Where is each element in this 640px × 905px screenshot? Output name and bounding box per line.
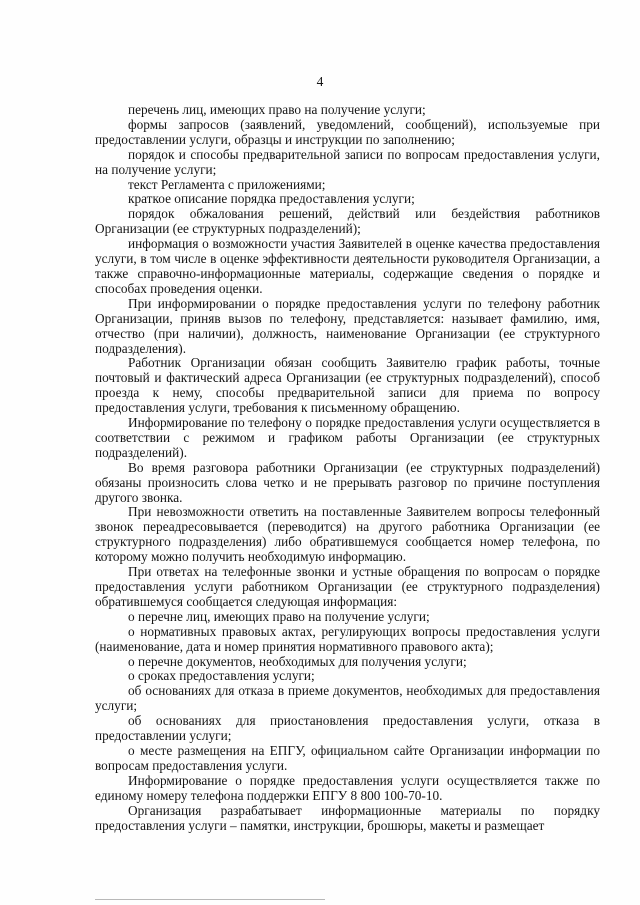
paragraph: Работник Организации обязан сообщить Заявителю график работы, точные почтовый и фактический адреса Организации (ее структурных подразделений), способ проезда к нему, способы предварительной записи для приема по вопросу предоставления услуги, требования к письменному обращению.: [95, 355, 600, 416]
paragraph: Информирование по телефону о порядке предоставления услуги осуществляется в соответствии с режимом и графиком работы Организации (ее структурных подразделений).: [95, 415, 600, 460]
paragraph: Информирование о порядке предоставления услуги осуществляется также по единому номеру телефона поддержки ЕПГУ 8 800 100-70-10.: [95, 772, 600, 803]
paragraph: информация о возможности участия Заявителей в оценке качества предоставления услуги, в том числе в оценке эффективности деятельности руководителя Организации, а также справочно-информационные материалы, содержащие сведения о порядке и способах проведения оценки.: [95, 236, 600, 296]
list-item: о нормативных правовых актах, регулирующих вопросы предоставления услуги (наименование, дата и номер принятия нормативного правового акта);: [95, 623, 600, 654]
footer-divider: [95, 899, 325, 900]
list-item: о месте размещения на ЕПГУ, официальном сайте Организации информации по вопросам предоставления услуги.: [95, 742, 600, 773]
list-item: о перечне документов, необходимых для получения услуги;: [128, 653, 467, 669]
paragraph: Организация разрабатывает информационные материалы по порядку предоставления услуги – памятки, инструкции, брошюры, макеты и размещает: [95, 802, 600, 833]
paragraph: При невозможности ответить на поставленные Заявителем вопросы телефонный звонок переадресовывается (переводится) на другого работника Организации (ее структурного подразделения) либо обратившемуся сообщается номер телефона, по которому можно получить необходимую информацию.: [95, 504, 600, 565]
page-number: 4: [316, 74, 324, 89]
list-item: о сроках предоставления услуги;: [128, 668, 315, 684]
list-item: об основаниях для отказа в приеме документов, необходимых для предоставления услуги;: [95, 683, 600, 714]
paragraph: порядок и способы предварительной записи по вопросам предоставления услуги, на получение услуги;: [95, 146, 600, 177]
paragraph: формы запросов (заявлений, уведомлений, сообщений), используемые при предоставлении услуги, образцы и инструкции по заполнению;: [95, 116, 600, 147]
list-item: об основаниях для приостановления предоставления услуги, отказа в предоставлении услуги;: [95, 713, 600, 744]
paragraph: перечень лиц, имеющих право на получение услуги;: [128, 102, 426, 117]
document-body: [95, 103, 600, 833]
paragraph: Во время разговора работники Организации (ее структурных подразделений) обязаны произносить слова четко и не прерывать разговор по причине поступления другого звонка.: [95, 459, 600, 505]
paragraph: порядок обжалования решений, действий или бездействия работников Организации (ее структурных подразделений);: [95, 206, 600, 237]
paragraph: При ответах на телефонные звонки и устные обращения по вопросам о порядке предоставления услуги работником Организации (ее структурного подразделения) обратившемуся сообщается следующая информация:: [95, 564, 600, 609]
paragraph: При информировании о порядке предоставления услуги по телефону работник Организации, приняв вызов по телефону, представляется: называет фамилию, имя, отчество (при наличии), должность, наименование Организации (ее структурного подразделения).: [95, 295, 600, 356]
list-item: о перечне лиц, имеющих право на получение услуги;: [128, 608, 430, 624]
paragraph: текст Регламента с приложениями;: [128, 176, 326, 192]
paragraph: краткое описание порядка предоставления услуги;: [128, 191, 415, 207]
